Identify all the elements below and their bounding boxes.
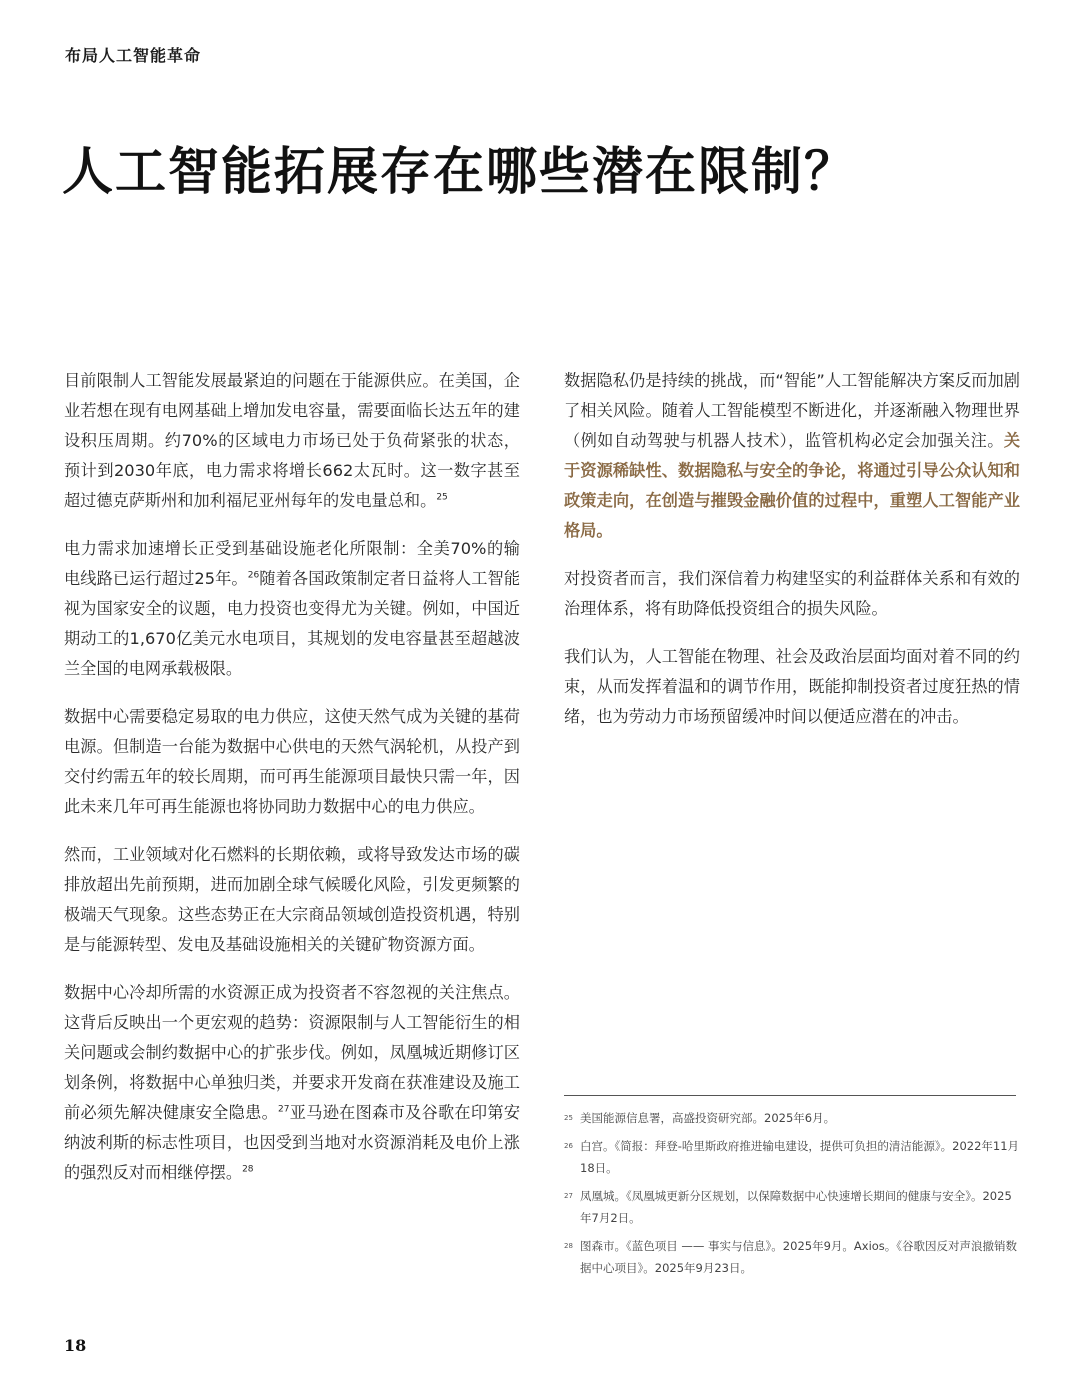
paragraph-text: 然而，工业领域对化石燃料的长期依赖，或将导致发达市场的碳排放超出先前预期，进而加剧全球气候暖化风险，引发更频繁的极端天气现象。这些态势正在大宗商品领域创造投资机遇，特别是与能源转型、发电及基础设施相关的关键矿物资源方面。 [64,845,520,954]
paragraph-text: 目前限制人工智能发展最紧迫的问题在于能源供应。在美国，企业若想在现有电网基础上增加发电容量，需要面临长达五年的建设积压周期。约70%的区域电力市场已处于负荷紧张的状态，预计到2030年底，电力需求将增长662太瓦时。这一数字甚至超过德克萨斯州和加利福尼亚州每年的发电量总和。 [64,371,520,510]
paragraph-text: 数据隐私仍是持续的挑战，而“智能”人工智能解决方案反而加剧了相关风险。随着人工智能模型不断进化，并逐渐融入物理世界（例如自动驾驶与机器人技术），监管机构必定会加强关注。 [564,371,1020,450]
paragraph-text: 随着各国政策制定者日益将人工智能视为国家安全的议题，电力投资也变得尤为关键。例如，中国近期动工的1,670亿美元水电项目，其规划的发电容量甚至超越波兰全国的电网承载极限。 [64,569,521,678]
footnote-number: 26 [564,1142,573,1150]
footnote-ref: 25 [436,492,448,503]
paragraph-text: 对投资者而言，我们深信着力构建坚实的利益群体关系和有效的治理体系，将有助降低投资组合的损失风险。 [564,569,1020,618]
footnote-number: 28 [564,1242,573,1250]
footnote-item [564,1135,1020,1179]
left-column [64,366,520,1206]
footnote-ref: 27 [278,1104,290,1115]
paragraph-conclusion [564,642,1020,732]
footnote-text: 凤凰城。《凤凰城更新分区规划，以保障数据中心快速增长期间的健康与安全》。2025年7月2日。 [580,1189,1012,1225]
footnote-number: 25 [564,1114,573,1122]
paragraph-fossil-fuels [64,840,520,960]
paragraph-text: 电力需求加速增长正受到基础设施老化所限制：全美70%的输电线路已运行超过25年。 [64,539,520,588]
footnote-number: 27 [564,1192,573,1200]
footnote-divider [564,1095,1016,1096]
footnote-text: 图森市。《蓝色项目 —— 事实与信息》。2025年9月。Axios。《谷歌因反对声浪撤销数据中心项目》。2025年9月23日。 [580,1239,1018,1275]
paragraph-data-center-power [64,702,520,822]
highlighted-statement: 关于资源稀缺性、数据隐私与安全的争论，将通过引导公众认知和政策走向，在创造与摧毁金融价值的过程中，重塑人工智能产业格局。 [564,431,1020,540]
footnote-ref: 26 [247,570,260,581]
paragraph-text: 我们认为，人工智能在物理、社会及政治层面均面对着不同的约束，从而发挥着温和的调节作用，既能抑制投资者过度狂热的情绪，也为劳动力市场预留缓冲时间以便适应潜在的冲击。 [564,647,1020,726]
paragraph-energy-supply [64,366,520,516]
page-title: 人工智能拓展存在哪些潜在限制？ [62,142,858,202]
footnotes [564,1107,1020,1285]
right-column [564,366,1020,750]
footnote-item [564,1107,1020,1129]
paragraph-text: 数据中心冷却所需的水资源正成为投资者不容忽视的关注焦点。这背后反映出一个更宏观的趋势：资源限制与人工智能衍生的相关问题或会制约数据中心的扩张步伐。例如，凤凰城近期修订区划条例，将数据中心单独归类，并要求开发商在获准建设及施工前必须先解决健康安全隐患。 [64,983,520,1122]
paragraph-text: 数据中心需要稳定易取的电力供应，这使天然气成为关键的基荷电源。但制造一台能为数据中心供电的天然气涡轮机，从投产到交付约需五年的较长周期，而可再生能源项目最快只需一年，因此未来几年可再生能源也将协同助力数据中心的电力供应。 [64,707,520,816]
footnote-ref: 28 [242,1164,254,1175]
page-number: 18 [64,1336,87,1355]
paragraph-investors [564,564,1020,624]
paragraph-text: 亚马逊在图森市及谷歌在印第安纳波利斯的标志性项目，也因受到当地对水资源消耗及电价上涨的强烈反对而相继停摆。 [64,1103,521,1182]
footnote-item [564,1235,1020,1279]
footnote-item [564,1185,1020,1229]
footnote-text: 白宫。《简报：拜登-哈里斯政府推进输电建设，提供可负担的清洁能源》。2022年11月18日。 [580,1139,1020,1175]
paragraph-infrastructure [64,534,520,684]
paragraph-water-resources [64,978,520,1188]
section-header: 布局人工智能革命 [65,46,202,65]
paragraph-data-privacy [564,366,1020,546]
footnote-text: 美国能源信息署，高盛投资研究部。2025年6月。 [580,1111,836,1125]
